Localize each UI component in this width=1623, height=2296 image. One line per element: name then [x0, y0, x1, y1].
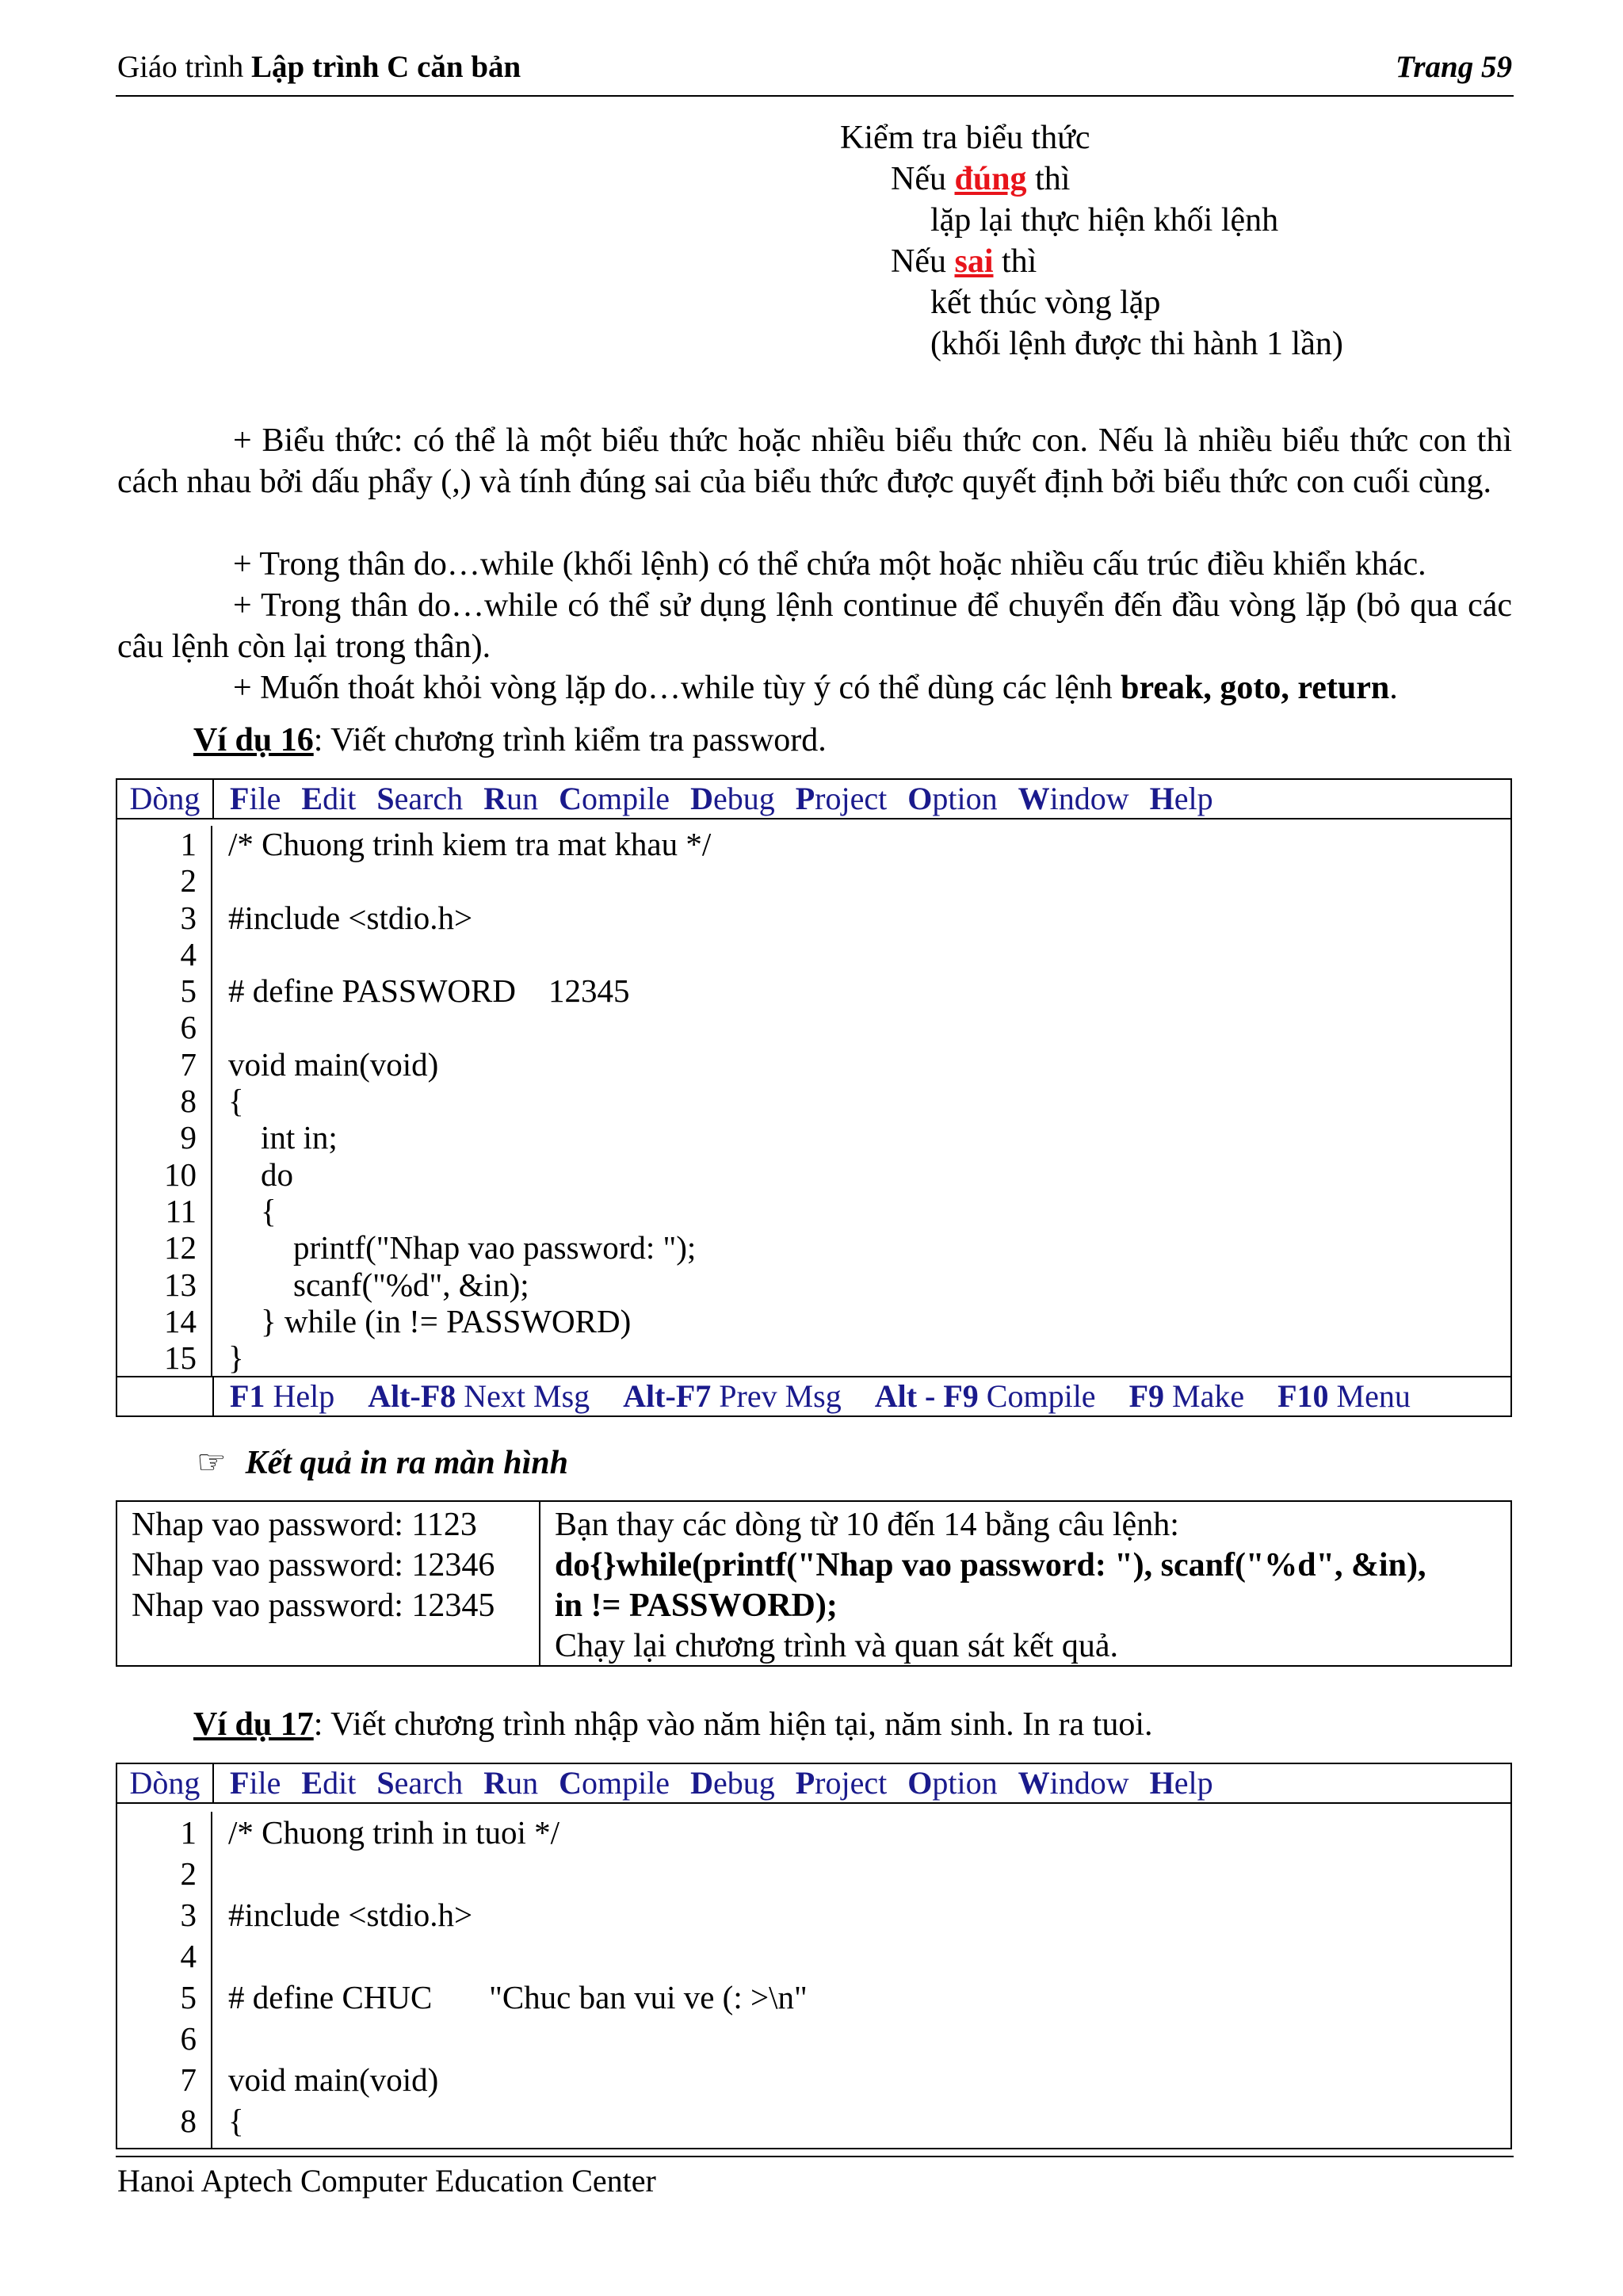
line-number: 13 — [164, 1266, 197, 1303]
line-numbers — [117, 826, 212, 1376]
line-number: 2 — [180, 862, 197, 900]
result-note: Bạn thay các dòng từ 10 đến 14 bằng câu lệnh: do{}while(printf("Nhap vao password: "), scanf("%d", &in), in != PASSWORD); Chạy lại chương trình và quan sát kết quả. — [555, 1507, 1426, 1664]
code-line: void main(void) — [228, 1045, 439, 1083]
line-number: 8 — [180, 2103, 197, 2139]
menu-item-edit[interactable]: Edit — [301, 1765, 357, 1801]
code-line: #include <stdio.h> — [228, 1897, 473, 1933]
menu-item-window[interactable]: Window — [1018, 1765, 1129, 1801]
result-heading: ☞ Kết quả in ra màn hình — [197, 1445, 568, 1481]
output-line: Nhap vao password: 1123 — [132, 1507, 477, 1543]
function-key-f9[interactable]: F9 Make — [1128, 1378, 1245, 1415]
true-keyword: đúng — [954, 161, 1027, 197]
menu-item-edit[interactable]: Edit — [301, 781, 357, 816]
line-number: 2 — [180, 1855, 197, 1892]
code-line — [228, 1935, 808, 1977]
line-number: 6 — [180, 2020, 197, 2057]
document-header-title: Giáo trình Lập trình C căn bản — [117, 50, 521, 84]
line-number: 10 — [164, 1156, 197, 1193]
menu-item-compile[interactable]: Compile — [559, 1765, 670, 1801]
flow-line-4: Nếu sai thì — [891, 243, 1037, 280]
menu-item-compile[interactable]: Compile — [559, 781, 670, 816]
code-line: { — [228, 2103, 244, 2139]
code-line: void main(void) — [228, 2061, 439, 2098]
line-column-header: Dòng — [117, 780, 214, 818]
line-number: 8 — [180, 1083, 197, 1120]
pointing-hand-icon: ☞ — [197, 1445, 227, 1481]
menu-items — [214, 1764, 1234, 1802]
menu-item-debug[interactable]: Debug — [690, 1765, 775, 1801]
code-line — [228, 2018, 808, 2059]
code-line: { — [228, 1083, 244, 1120]
code-line — [228, 862, 711, 899]
paragraph-exit: + Muốn thoát khỏi vòng lặp do…while tùy ý có thể dùng các lệnh break, goto, return. — [233, 670, 1398, 706]
code-line: { — [228, 1192, 277, 1229]
line-numbers — [117, 1812, 212, 2148]
output-line: Nhap vao password: 12345 — [132, 1587, 495, 1624]
code-line: #include <stdio.h> — [228, 899, 473, 936]
line-number: 15 — [164, 1339, 197, 1377]
line-number: 11 — [165, 1192, 197, 1229]
code-line — [228, 936, 711, 972]
menu-items — [214, 780, 1234, 818]
flow-line-6: (khối lệnh được thi hành 1 lần) — [930, 326, 1343, 362]
line-number: 3 — [180, 899, 197, 936]
menu-item-option[interactable]: Option — [907, 781, 998, 816]
menu-item-file[interactable]: File — [230, 781, 281, 816]
paragraph-control: + Trong thân do…while (khối lệnh) có thể chứa một hoặc nhiều cấu trúc điều khiển khác. — [233, 546, 1426, 583]
menu-bar — [117, 1764, 1510, 1804]
code-line — [228, 1009, 711, 1045]
menu-item-help[interactable]: Help — [1149, 781, 1213, 816]
function-key-alt-f8[interactable]: Alt-F8 Next Msg — [368, 1378, 590, 1415]
line-number: 6 — [180, 1009, 197, 1046]
function-key-alt-f9[interactable]: Alt - F9 Compile — [874, 1378, 1096, 1415]
code-line: /* Chuong trinh in tuoi */ — [228, 1814, 559, 1851]
line-number: 7 — [180, 2061, 197, 2098]
flow-line-2: Nếu đúng thì — [891, 161, 1071, 197]
line-number: 14 — [164, 1302, 197, 1339]
flow-line-1: Kiểm tra biểu thức — [840, 120, 1090, 156]
code-line — [228, 1853, 808, 1894]
code-line: # define PASSWORD 12345 — [228, 972, 630, 1010]
code-area — [117, 819, 1510, 1376]
line-column-header: Dòng — [117, 1764, 214, 1802]
result-table — [116, 1500, 1512, 1667]
function-key-bar — [117, 1376, 1510, 1415]
menu-bar — [117, 780, 1510, 819]
menu-item-window[interactable]: Window — [1018, 781, 1129, 816]
flow-line-5: kết thúc vòng lặp — [930, 285, 1161, 321]
function-key-f1[interactable]: F1 Help — [230, 1378, 335, 1415]
menu-item-run[interactable]: Run — [483, 1765, 539, 1801]
line-number: 3 — [180, 1897, 197, 1933]
code-line: } — [228, 1339, 244, 1377]
menu-item-project[interactable]: Project — [795, 781, 888, 816]
code-line: do — [228, 1156, 293, 1193]
output-line: Nhap vao password: 12346 — [132, 1547, 495, 1584]
menu-item-run[interactable]: Run — [483, 781, 539, 816]
footer-text: Hanoi Aptech Computer Education Center — [117, 2163, 656, 2199]
line-number: 12 — [164, 1229, 197, 1266]
function-key-f10[interactable]: F10 Menu — [1277, 1378, 1411, 1415]
code-line: printf("Nhap vao password: "); — [228, 1229, 697, 1266]
code-lines — [212, 1812, 808, 2148]
code-line: int in; — [228, 1119, 338, 1156]
function-key-alt-f7[interactable]: Alt-F7 Prev Msg — [623, 1378, 842, 1415]
code-line: # define CHUC "Chuc ban vui ve (: >\n" — [228, 1979, 808, 2015]
code-line: } while (in != PASSWORD) — [228, 1302, 632, 1339]
paragraph-expression: + Biểu thức: có thể là một biểu thức hoặc nhiều biểu thức con. Nếu là nhiều biểu thức con thì cách nhau bởi dấu phẩy (,) và tính đúng sai của biểu thức được quyết định bởi biểu thức con cuối cùng. — [117, 422, 1512, 500]
code-lines — [212, 826, 711, 1376]
line-number: 9 — [180, 1119, 197, 1156]
menu-item-search[interactable]: Search — [376, 781, 464, 816]
header-divider — [116, 95, 1514, 97]
line-number: 5 — [180, 1979, 197, 2015]
false-keyword: sai — [954, 243, 994, 280]
footer-divider — [116, 2156, 1514, 2157]
code-line: /* Chuong trinh kiem tra mat khau */ — [228, 826, 712, 862]
ide-window-example-16 — [116, 778, 1512, 1417]
code-line: scanf("%d", &in); — [228, 1266, 529, 1303]
program-output — [117, 1502, 540, 1665]
line-number: 1 — [180, 1814, 197, 1851]
ide-window-example-17 — [116, 1763, 1512, 2149]
flow-line-3: lặp lại thực hiện khối lệnh — [930, 202, 1279, 239]
line-number: 1 — [180, 826, 197, 862]
menu-item-help[interactable]: Help — [1149, 1765, 1213, 1801]
menu-item-debug[interactable]: Debug — [690, 781, 775, 816]
menu-item-search[interactable]: Search — [376, 1765, 464, 1801]
line-number: 4 — [180, 1938, 197, 1974]
menu-item-option[interactable]: Option — [907, 1765, 998, 1801]
code-area — [117, 1804, 1510, 2148]
line-number: 5 — [180, 972, 197, 1010]
example-16-heading: Ví dụ 16: Viết chương trình kiểm tra password. — [193, 722, 827, 758]
paragraph-continue: + Trong thân do…while có thể sử dụng lệnh continue để chuyển đến đầu vòng lặp (bỏ qua các câu lệnh còn lại trong thân). — [117, 587, 1512, 665]
line-number: 4 — [180, 935, 197, 972]
menu-item-file[interactable]: File — [230, 1765, 281, 1801]
line-number: 7 — [180, 1045, 197, 1083]
menu-item-project[interactable]: Project — [795, 1765, 888, 1801]
page-number: Trang 59 — [1396, 50, 1512, 84]
example-17-heading: Ví dụ 17: Viết chương trình nhập vào năm hiện tại, năm sinh. In ra tuoi. — [193, 1706, 1153, 1743]
